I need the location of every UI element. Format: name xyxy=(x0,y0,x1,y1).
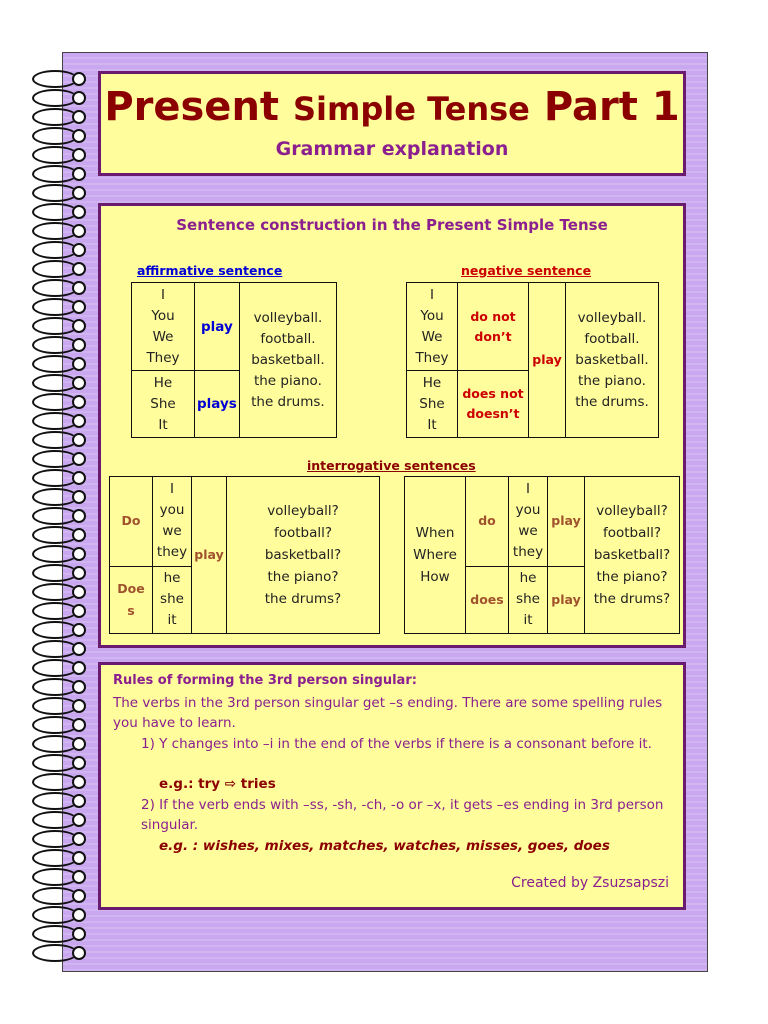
affirmative-label: affirmative sentence xyxy=(137,263,283,278)
spiral-ring-icon xyxy=(28,163,90,181)
affirmative-table xyxy=(131,282,337,438)
q-wh-objects: volleyball? football? basketball? the piano? the drums? xyxy=(585,477,680,634)
spiral-ring-icon xyxy=(28,866,90,884)
credit-text: Created by Zsuzsapszi xyxy=(511,875,669,891)
negative-table xyxy=(406,282,659,438)
spiral-ring-icon xyxy=(28,315,90,333)
q-pronouns-plural: I you we they xyxy=(153,477,192,567)
interrogative-table-right xyxy=(404,476,680,634)
q-verb: play xyxy=(192,477,227,634)
spiral-ring-icon xyxy=(28,391,90,409)
spiral-ring-icon xyxy=(28,68,90,86)
rule-1-example: e.g.: try ⇨ tries xyxy=(159,776,276,792)
page-title: Present Simple Tense Part 1 xyxy=(104,84,680,130)
spiral-ring-icon xyxy=(28,562,90,580)
spiral-ring-icon xyxy=(28,258,90,276)
neg-verb: play xyxy=(529,283,566,438)
aff-verb-plural: play xyxy=(195,283,240,371)
spiral-ring-icon xyxy=(28,600,90,618)
spiral-ring-icon xyxy=(28,125,90,143)
q-wh-aux-plural: do xyxy=(466,477,509,567)
spiral-ring-icon xyxy=(28,619,90,637)
q-wh-verb-plural: play xyxy=(548,477,585,567)
aff-objects: volleyball. football. basketball. the piano. the drums. xyxy=(239,283,336,438)
spiral-ring-icon xyxy=(28,942,90,960)
spiral-ring-icon xyxy=(28,771,90,789)
page-subtitle: Grammar explanation xyxy=(275,138,509,160)
spiral-ring-icon xyxy=(28,448,90,466)
spiral-ring-icon xyxy=(28,638,90,656)
spiral-ring-icon xyxy=(28,847,90,865)
spiral-ring-icon xyxy=(28,353,90,371)
spiral-ring-icon xyxy=(28,429,90,447)
neg-aux-singular: does not doesn’t xyxy=(458,371,529,438)
rules-title: Rules of forming the 3rd person singular: xyxy=(113,673,417,688)
rule-2: 2) If the verb ends with –ss, -sh, -ch, -o or –x, it gets –es ending in 3rd person singular. xyxy=(141,797,664,833)
q-aux-singular: Does xyxy=(110,566,153,633)
spiral-ring-icon xyxy=(28,201,90,219)
q-aux-plural: Do xyxy=(110,477,153,567)
spiral-ring-icon xyxy=(28,144,90,162)
neg-pronouns-plural: I You We They xyxy=(407,283,458,371)
spiral-ring-icon xyxy=(28,486,90,504)
aff-verb-singular: plays xyxy=(195,371,240,438)
q-objects: volleyball? football? basketball? the piano? the drums? xyxy=(227,477,380,634)
title-box xyxy=(98,71,686,176)
spiral-ring-icon xyxy=(28,296,90,314)
spiral-binding xyxy=(28,68,98,968)
rule-1: 1) Y changes into –i in the end of the verbs if there is a consonant before it. xyxy=(141,736,652,752)
spiral-ring-icon xyxy=(28,676,90,694)
section-heading: Sentence construction in the Present Simple Tense xyxy=(176,216,608,234)
spiral-ring-icon xyxy=(28,828,90,846)
q-wh-pronouns-plural: I you we they xyxy=(509,477,548,567)
q-pronouns-singular: he she it xyxy=(153,566,192,633)
spiral-ring-icon xyxy=(28,239,90,257)
rules-box xyxy=(98,662,686,910)
spiral-ring-icon xyxy=(28,505,90,523)
interrogative-label: interrogative sentences xyxy=(307,458,476,473)
spiral-ring-icon xyxy=(28,581,90,599)
spiral-ring-icon xyxy=(28,923,90,941)
spiral-ring-icon xyxy=(28,733,90,751)
neg-aux-plural: do not don’t xyxy=(458,283,529,371)
spiral-ring-icon xyxy=(28,752,90,770)
aff-pronouns-singular: He She It xyxy=(132,371,195,438)
interrogative-table-left xyxy=(109,476,380,634)
spiral-ring-icon xyxy=(28,714,90,732)
spiral-ring-icon xyxy=(28,695,90,713)
spiral-ring-icon xyxy=(28,334,90,352)
spiral-ring-icon xyxy=(28,524,90,542)
spiral-ring-icon xyxy=(28,87,90,105)
spiral-ring-icon xyxy=(28,885,90,903)
q-wh-words: When Where How xyxy=(405,477,466,634)
spiral-ring-icon xyxy=(28,467,90,485)
aff-pronouns-plural: I You We They xyxy=(132,283,195,371)
spiral-ring-icon xyxy=(28,277,90,295)
construction-box xyxy=(98,203,686,648)
spiral-ring-icon xyxy=(28,790,90,808)
spiral-ring-icon xyxy=(28,372,90,390)
spiral-ring-icon xyxy=(28,809,90,827)
rules-intro: The verbs in the 3rd person singular get –s ending. There are some spelling rules you have to learn. xyxy=(113,695,663,731)
spiral-ring-icon xyxy=(28,657,90,675)
spiral-ring-icon xyxy=(28,410,90,428)
q-wh-pronouns-singular: he she it xyxy=(509,566,548,633)
negative-label: negative sentence xyxy=(461,263,592,278)
spiral-ring-icon xyxy=(28,106,90,124)
q-wh-aux-singular: does xyxy=(466,566,509,633)
spiral-ring-icon xyxy=(28,543,90,561)
neg-objects: volleyball. football. basketball. the piano. the drums. xyxy=(566,283,659,438)
spiral-ring-icon xyxy=(28,220,90,238)
neg-pronouns-singular: He She It xyxy=(407,371,458,438)
spiral-ring-icon xyxy=(28,904,90,922)
q-wh-verb-singular: play xyxy=(548,566,585,633)
spiral-ring-icon xyxy=(28,182,90,200)
rule-2-example: e.g. : wishes, mixes, matches, watches, misses, goes, does xyxy=(159,838,610,854)
